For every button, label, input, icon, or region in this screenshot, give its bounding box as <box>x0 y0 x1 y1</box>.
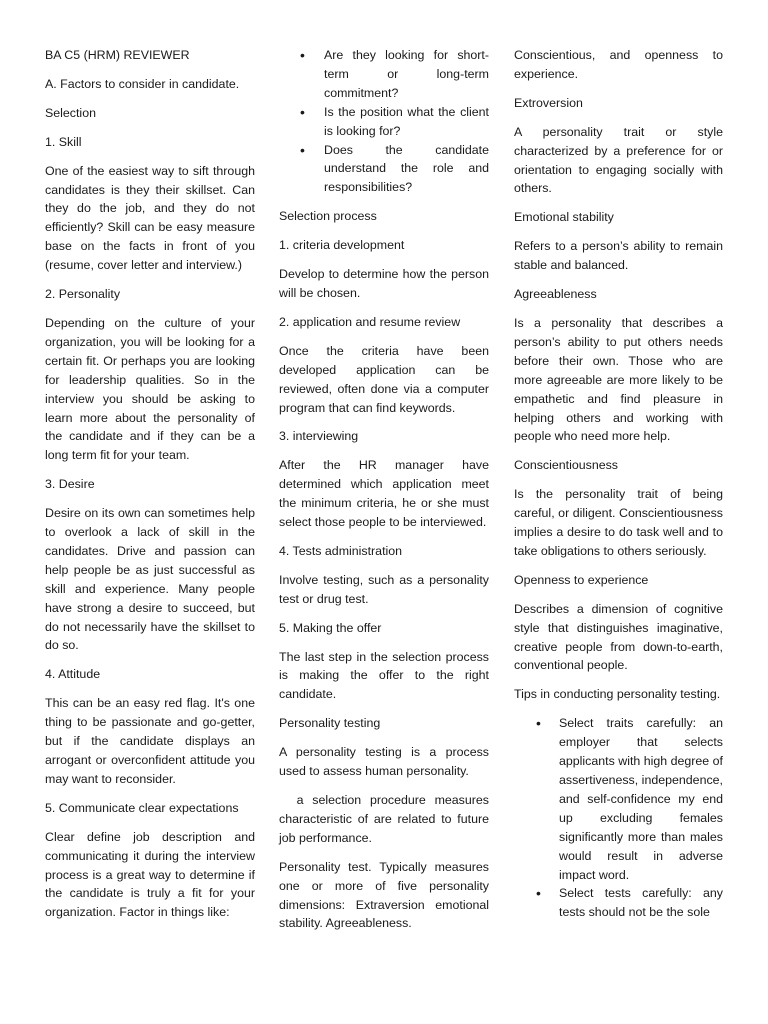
paragraph: Is the personality trait of being careful, or diligent. Conscientiousness implies a desire to do task well and to take obligations to others seriously. <box>514 487 723 558</box>
paragraph: Depending on the culture of your organization, you will be looking for a certain fit. Or perhaps you are looking for leadership qualities. So in the interview you should be asking to learn more about the personality of the candidate and if they can be a long term fit for your team. <box>45 315 255 463</box>
paragraph: Involve testing, such as a personality test or drug test. <box>279 572 489 606</box>
heading-3-interviewing: 3. interviewing <box>279 429 359 444</box>
paragraph: A personality testing is a process used to assess human personality. <box>279 745 489 779</box>
heading-openness-to-experience: Openness to experience <box>514 572 649 587</box>
heading-5-making-the-offer: 5. Making the offer <box>279 620 382 635</box>
heading-2-application-and-resume-review: 2. application and resume review <box>279 314 461 329</box>
paragraph: a selection procedure measures characteristic of are related to future job performance. <box>279 793 489 845</box>
heading-extroversion: Extroversion <box>514 95 583 110</box>
list-item: • Is the position what the client is looking for? <box>279 103 489 141</box>
list-item: • Select traits carefully: an employer that selects applicants with high degree of assertiveness, independence, and self-confidence my end up excluding females significantly more than males would result in adverse impact word. <box>514 714 723 884</box>
paragraph: Describes a dimension of cognitive style that distinguishes imaginative, creative people from down-to-earth, conventional people. <box>514 601 723 673</box>
heading-personality-testing: Personality testing <box>279 716 381 731</box>
heading-5-communicate-clear-expectations: 5. Communicate clear expectations <box>45 800 239 815</box>
list-item: • Does the candidate understand the role and responsibilities? <box>279 141 489 198</box>
heading-4-tests-administration: 4. Tests administration <box>279 543 403 558</box>
paragraph: A personality trait or style characterized by a preference for or orientation to engaging socially with others. <box>514 124 723 196</box>
paragraph: Personality test. Typically measures one or more of five personality dimensions: Extraversion emotional stability. Agreeableness. <box>279 859 489 931</box>
heading-4-attitude: 4. Attitude <box>45 667 101 682</box>
paragraph: Conscientious, and openness to experience. <box>514 48 723 81</box>
heading-2-personality: 2. Personality <box>45 287 121 302</box>
heading-selection-process: Selection process <box>279 209 377 224</box>
heading-3-desire: 3. Desire <box>45 477 95 492</box>
list-item: • Select tests carefully: any tests should not be the sole <box>514 884 723 922</box>
paragraph: Is a personality that describes a person’s ability to put others needs before their own. Those who are more agreeable are more likely to be empathetic and find pleasure in helping others and working with people who need more help. <box>514 315 723 444</box>
expectations-bullet-list <box>279 46 489 197</box>
heading-ba-c5-hrm-reviewer: BA C5 (HRM) REVIEWER <box>45 48 190 62</box>
column-3 <box>514 46 723 932</box>
paragraph: Refers to a person’s ability to remain stable and balanced. <box>514 239 723 273</box>
heading-emotional-stability: Emotional stability <box>514 210 614 225</box>
paragraph: One of the easiest way to sift through candidates is they their skillset. Can they do the job, and they do not efficiently? Skill can be easy measure base on the facts in front of you (resume, cover letter and interview.) <box>45 163 255 273</box>
paragraph: Develop to determine how the person will be chosen. <box>279 267 489 300</box>
heading-conscientiousness: Conscientiousness <box>514 458 619 473</box>
heading-1-criteria-development: 1. criteria development <box>279 238 405 253</box>
paragraph: Desire on its own can sometimes help to overlook a lack of skill in the candidates. Drive and passion can help people be as just successful as skill and experience. Many people have strong a desire to succeed, but do not necessarily have the skillset to do so. <box>45 506 255 653</box>
paragraph: Tips in conducting personality testing. <box>514 687 721 702</box>
paragraph: After the HR manager have determined which application meet the minimum criteria, he or she must select those people to be interviewed. <box>279 458 489 530</box>
column-1 <box>45 46 255 932</box>
paragraph: Once the criteria have been developed application can be reviewed, often done via a computer program that can find keywords. <box>279 343 489 415</box>
heading-1-skill: 1. Skill <box>45 134 82 149</box>
heading-a-factors-to-consider-in-candidate: A. Factors to consider in candidate. <box>45 76 240 91</box>
column-2 <box>279 46 489 943</box>
paragraph: This can be an easy red flag. It's one thing to be passionate and go-getter, but if the candidate displays an arrogant or overconfident attitude you may want to reconsider. <box>45 696 255 786</box>
paragraph: The last step in the selection process is making the offer to the right candidate. <box>279 649 489 702</box>
paragraph: Clear define job description and communicating it during the interview process is a great way to determine if the candidate is truly a fit for your organization. Factor in things like: <box>45 829 255 920</box>
heading-agreeableness: Agreeableness <box>514 287 597 302</box>
heading-selection: Selection <box>45 105 96 120</box>
list-item: • Are they looking for short-term or long-term commitment? <box>279 46 489 103</box>
tips-bullet-list <box>514 714 723 922</box>
